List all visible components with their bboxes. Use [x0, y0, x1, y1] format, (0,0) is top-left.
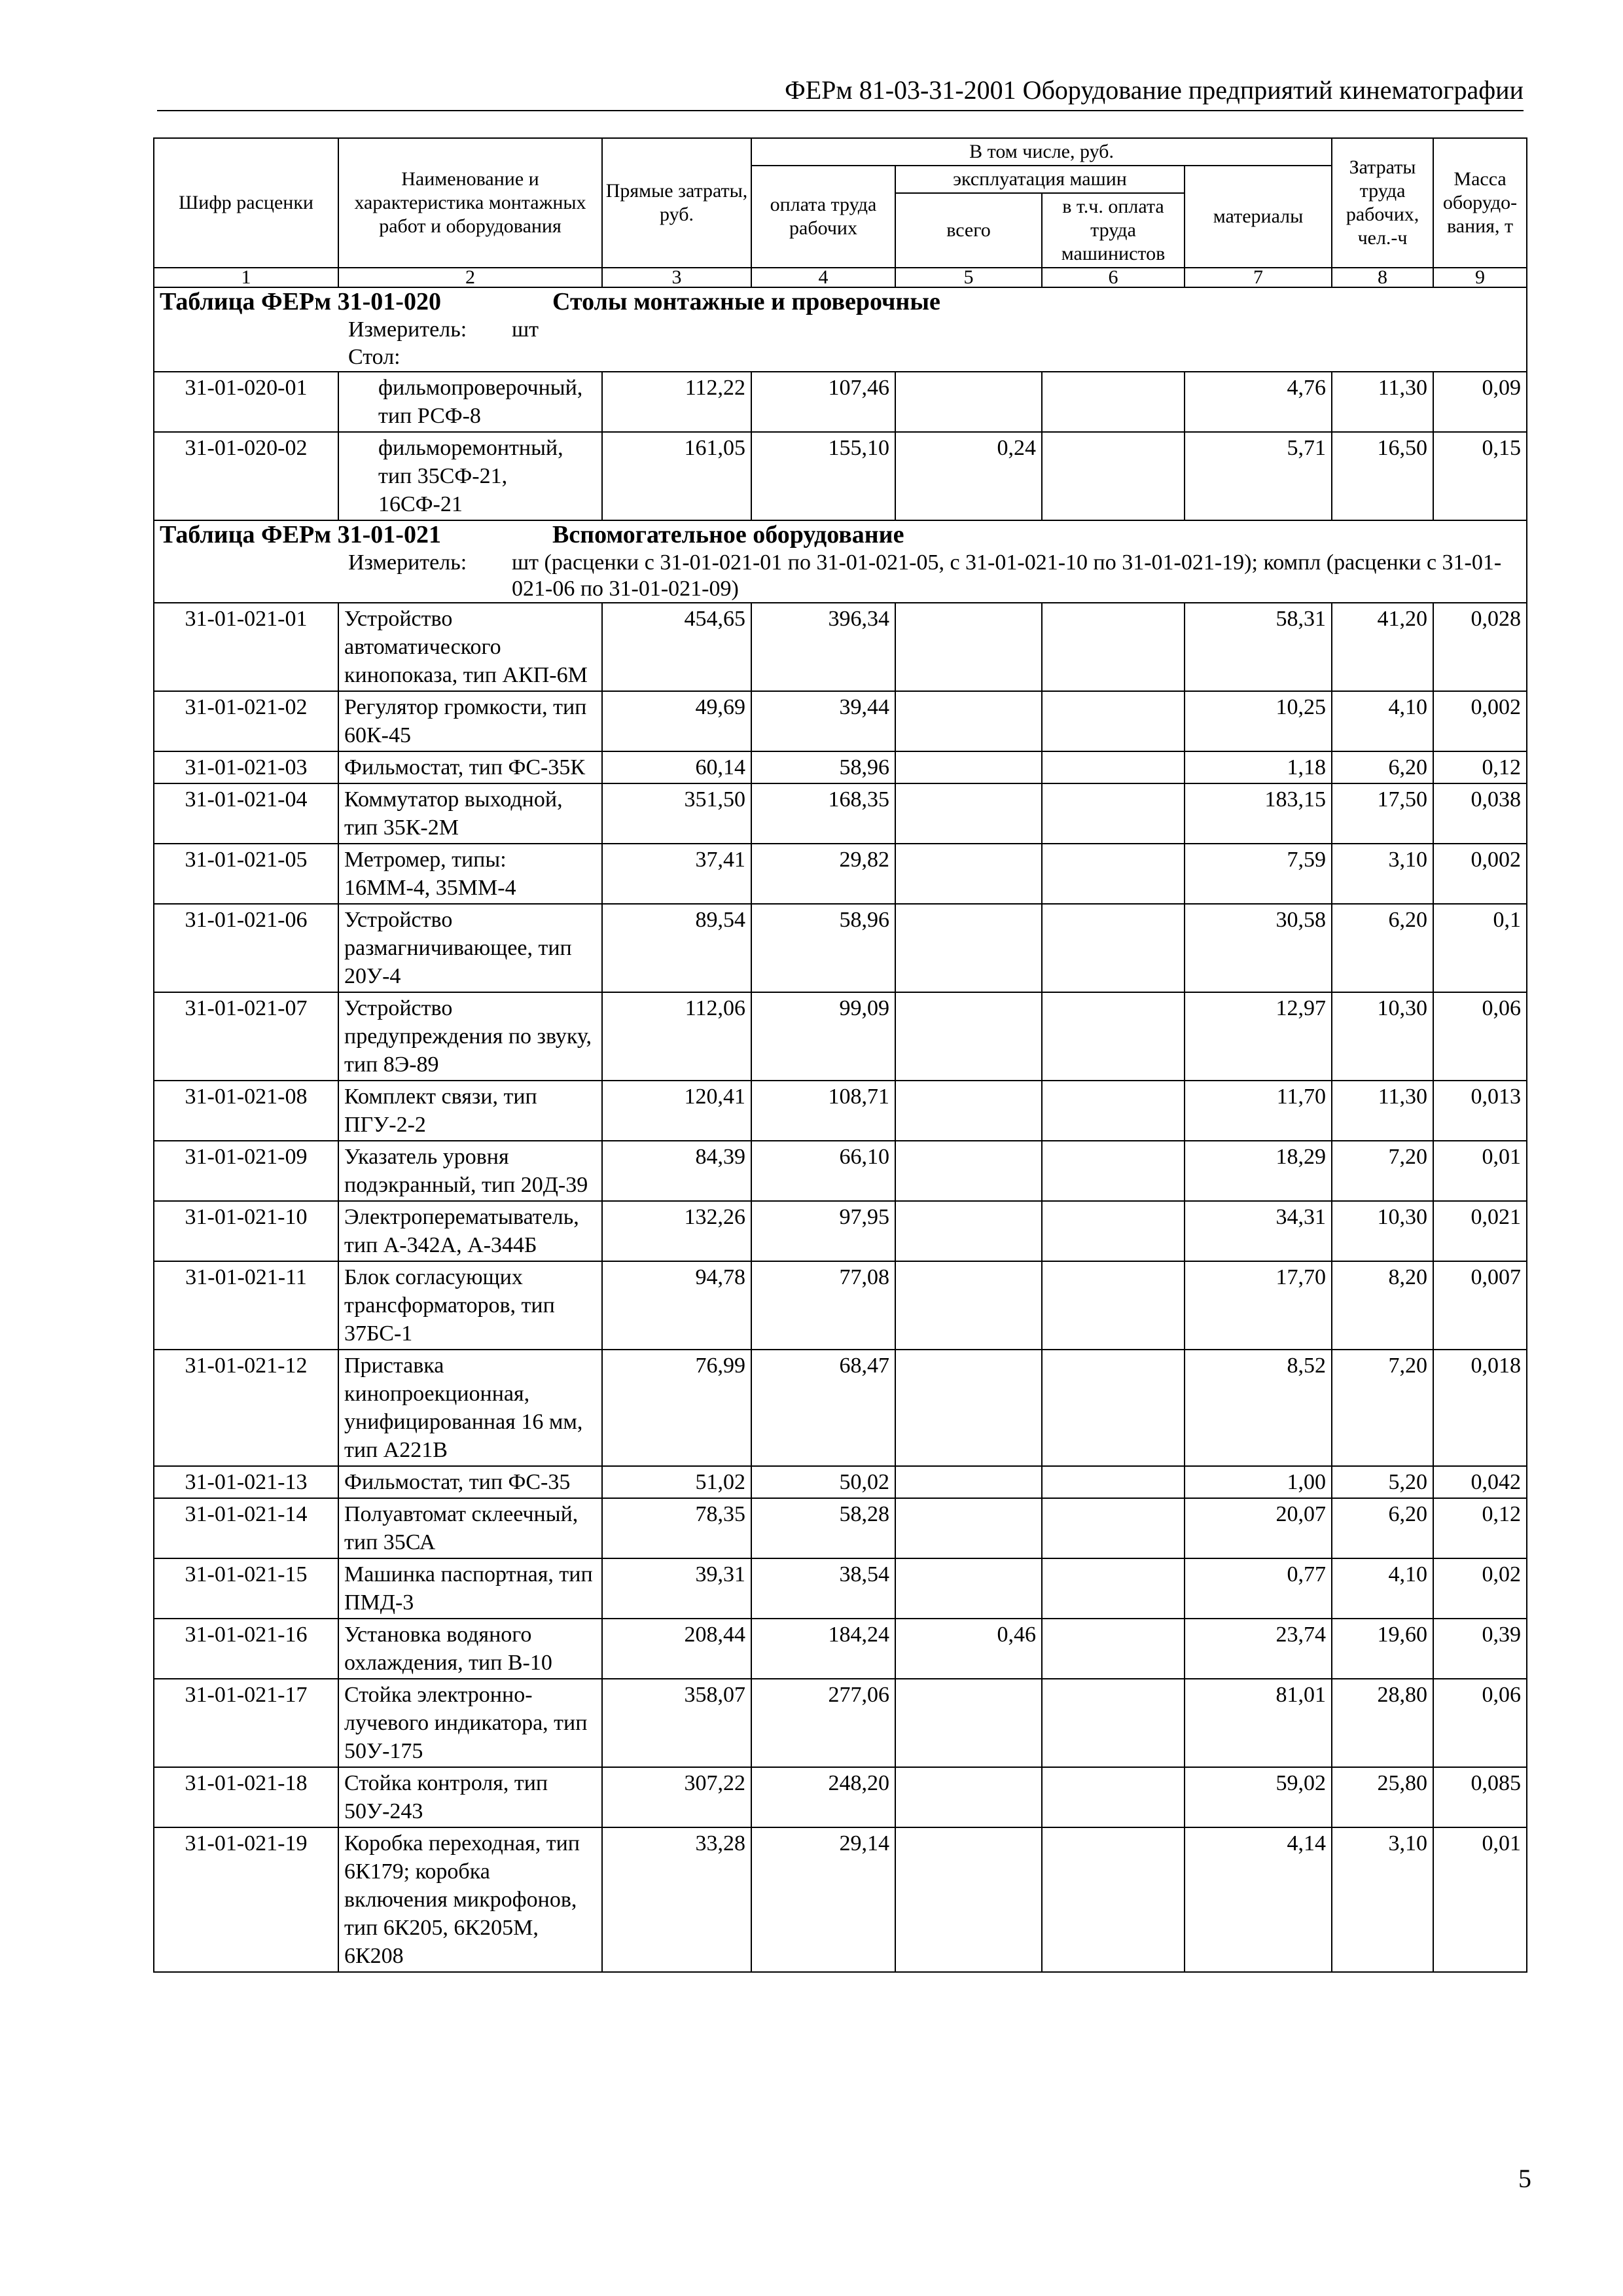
machinist-pay	[1042, 1350, 1185, 1466]
rate-name: фильмопроверочный, тип РСФ-8	[338, 372, 602, 432]
header-code: Шифр расценки	[154, 138, 338, 268]
rates-table	[153, 137, 1527, 1973]
table-row	[154, 1679, 1527, 1767]
machinist-pay	[1042, 691, 1185, 751]
materials: 5,71	[1185, 432, 1332, 520]
machines-total	[895, 992, 1042, 1081]
direct-costs: 132,26	[602, 1201, 751, 1261]
table-row	[154, 1141, 1527, 1201]
section-31-01-020	[154, 287, 1527, 520]
rate-code: 31-01-021-10	[154, 1201, 338, 1261]
machinist-pay	[1042, 1827, 1185, 1972]
direct-costs: 60,14	[602, 751, 751, 783]
labor-hours: 6,20	[1332, 751, 1433, 783]
rate-name: Коммутатор выходной, тип 35К-2М	[338, 783, 602, 844]
header-machines-total: всего	[895, 193, 1042, 268]
labor-hours: 19,60	[1332, 1619, 1433, 1679]
machines-total	[895, 1767, 1042, 1827]
direct-costs: 78,35	[602, 1498, 751, 1558]
labor-pay: 396,34	[751, 603, 895, 691]
table-row	[154, 1350, 1527, 1466]
rate-name: Блок согласующих трансформаторов, тип 37БС-1	[338, 1261, 602, 1350]
table-row	[154, 1201, 1527, 1261]
machinist-pay	[1042, 751, 1185, 783]
column-number-row	[154, 268, 1527, 287]
rate-code: 31-01-021-12	[154, 1350, 338, 1466]
machinist-pay	[1042, 992, 1185, 1081]
machinist-pay	[1042, 904, 1185, 992]
labor-hours: 3,10	[1332, 844, 1433, 904]
materials: 17,70	[1185, 1261, 1332, 1350]
equipment-mass: 0,085	[1433, 1767, 1527, 1827]
section-31-01-021	[154, 520, 1527, 1972]
labor-pay: 155,10	[751, 432, 895, 520]
rate-name: Метромер, типы: 16ММ-4, 35ММ-4	[338, 844, 602, 904]
table-row	[154, 372, 1527, 432]
machines-total	[895, 904, 1042, 992]
equipment-mass: 0,042	[1433, 1466, 1527, 1498]
equipment-mass: 0,007	[1433, 1261, 1527, 1350]
rate-name: Стойка контроля, тип 50У-243	[338, 1767, 602, 1827]
machinist-pay	[1042, 1201, 1185, 1261]
rate-name: Электроперематыватель, тип А-342А, А-344Б	[338, 1201, 602, 1261]
rate-code: 31-01-020-02	[154, 432, 338, 520]
labor-pay: 68,47	[751, 1350, 895, 1466]
equipment-mass: 0,002	[1433, 844, 1527, 904]
equipment-mass: 0,02	[1433, 1558, 1527, 1619]
equipment-mass: 0,39	[1433, 1619, 1527, 1679]
labor-hours: 4,10	[1332, 1558, 1433, 1619]
labor-hours: 11,30	[1332, 1081, 1433, 1141]
equipment-mass: 0,06	[1433, 1679, 1527, 1767]
equipment-mass: 0,002	[1433, 691, 1527, 751]
column-number: 6	[1042, 268, 1185, 287]
direct-costs: 208,44	[602, 1619, 751, 1679]
rate-code: 31-01-021-13	[154, 1466, 338, 1498]
labor-pay: 277,06	[751, 1679, 895, 1767]
rate-name: Полуавтомат склеечный, тип 35СА	[338, 1498, 602, 1558]
labor-hours: 10,30	[1332, 992, 1433, 1081]
table-row	[154, 432, 1527, 520]
labor-hours: 3,10	[1332, 1827, 1433, 1972]
column-number: 3	[602, 268, 751, 287]
rate-code: 31-01-020-01	[154, 372, 338, 432]
labor-hours: 41,20	[1332, 603, 1433, 691]
machinist-pay	[1042, 1466, 1185, 1498]
rate-name: Машинка паспортная, тип ПМД-3	[338, 1558, 602, 1619]
table-row	[154, 1827, 1527, 1972]
labor-pay: 58,28	[751, 1498, 895, 1558]
rate-code: 31-01-021-15	[154, 1558, 338, 1619]
equipment-mass: 0,013	[1433, 1081, 1527, 1141]
direct-costs: 351,50	[602, 783, 751, 844]
table-row	[154, 783, 1527, 844]
column-number: 4	[751, 268, 895, 287]
rate-name: Фильмостат, тип ФС-35К	[338, 751, 602, 783]
materials: 34,31	[1185, 1201, 1332, 1261]
materials: 1,00	[1185, 1466, 1332, 1498]
materials: 4,14	[1185, 1827, 1332, 1972]
rate-code: 31-01-021-06	[154, 904, 338, 992]
materials: 59,02	[1185, 1767, 1332, 1827]
labor-hours: 17,50	[1332, 783, 1433, 844]
machines-total	[895, 603, 1042, 691]
measure-line	[154, 550, 1527, 603]
rate-code: 31-01-021-09	[154, 1141, 338, 1201]
rate-code: 31-01-021-02	[154, 691, 338, 751]
machinist-pay	[1042, 1619, 1185, 1679]
materials: 58,31	[1185, 603, 1332, 691]
direct-costs: 89,54	[602, 904, 751, 992]
header-labor-pay: оплата труда рабочих	[751, 166, 895, 268]
direct-costs: 76,99	[602, 1350, 751, 1466]
equipment-mass: 0,01	[1433, 1827, 1527, 1972]
equipment-mass: 0,028	[1433, 603, 1527, 691]
machinist-pay	[1042, 1558, 1185, 1619]
labor-pay: 58,96	[751, 751, 895, 783]
rate-code: 31-01-021-11	[154, 1261, 338, 1350]
measure-line	[154, 317, 1527, 343]
labor-hours: 4,10	[1332, 691, 1433, 751]
table-row	[154, 691, 1527, 751]
direct-costs: 454,65	[602, 603, 751, 691]
section-heading	[154, 287, 1527, 317]
materials: 81,01	[1185, 1679, 1332, 1767]
machines-total	[895, 783, 1042, 844]
machines-total	[895, 1350, 1042, 1466]
rate-code: 31-01-021-03	[154, 751, 338, 783]
rate-code: 31-01-021-16	[154, 1619, 338, 1679]
labor-hours: 16,50	[1332, 432, 1433, 520]
labor-hours: 10,30	[1332, 1201, 1433, 1261]
column-number: 5	[895, 268, 1042, 287]
section-label: Таблица ФЕРм 31-01-020	[160, 288, 441, 315]
column-number: 9	[1433, 268, 1527, 287]
labor-hours: 6,20	[1332, 904, 1433, 992]
labor-pay: 168,35	[751, 783, 895, 844]
equipment-mass: 0,09	[1433, 372, 1527, 432]
header-in-total: В том числе, руб.	[751, 138, 1332, 166]
labor-hours: 5,20	[1332, 1466, 1433, 1498]
machines-total	[895, 1558, 1042, 1619]
materials: 30,58	[1185, 904, 1332, 992]
labor-pay: 184,24	[751, 1619, 895, 1679]
machines-total	[895, 1466, 1042, 1498]
equipment-mass: 0,01	[1433, 1141, 1527, 1201]
table-row	[154, 1261, 1527, 1350]
labor-pay: 39,44	[751, 691, 895, 751]
machines-total	[895, 1081, 1042, 1141]
materials: 20,07	[1185, 1498, 1332, 1558]
header-labor-hours: Затраты труда рабочих, чел.-ч	[1332, 138, 1433, 268]
table-row	[154, 1466, 1527, 1498]
table-row	[154, 1767, 1527, 1827]
rate-name: Регулятор громкости, тип 60К-45	[338, 691, 602, 751]
labor-pay: 107,46	[751, 372, 895, 432]
group-label-line	[154, 343, 1527, 372]
machinist-pay	[1042, 1261, 1185, 1350]
rate-code: 31-01-021-14	[154, 1498, 338, 1558]
column-number: 8	[1332, 268, 1433, 287]
materials: 8,52	[1185, 1350, 1332, 1466]
column-number: 2	[338, 268, 602, 287]
direct-costs: 161,05	[602, 432, 751, 520]
machinist-pay	[1042, 372, 1185, 432]
rate-name: Фильмостат, тип ФС-35	[338, 1466, 602, 1498]
rate-code: 31-01-021-18	[154, 1767, 338, 1827]
rate-name: фильморемонтный, тип 35СФ-21, 16СФ-21	[338, 432, 602, 520]
rate-code: 31-01-021-05	[154, 844, 338, 904]
labor-pay: 58,96	[751, 904, 895, 992]
machines-total	[895, 844, 1042, 904]
machinist-pay	[1042, 1141, 1185, 1201]
labor-hours: 11,30	[1332, 372, 1433, 432]
materials: 183,15	[1185, 783, 1332, 844]
rate-name: Устройство размагничивающее, тип 20У-4	[338, 904, 602, 992]
rate-code: 31-01-021-08	[154, 1081, 338, 1141]
rate-name: Устройство автоматического кинопоказа, тип АКП-6М	[338, 603, 602, 691]
table-row	[154, 751, 1527, 783]
equipment-mass: 0,12	[1433, 751, 1527, 783]
direct-costs: 112,22	[602, 372, 751, 432]
direct-costs: 84,39	[602, 1141, 751, 1201]
header-machinist-pay: в т.ч. оплата труда машинистов	[1042, 193, 1185, 268]
header-machines: эксплуатация машин	[895, 166, 1185, 193]
machinist-pay	[1042, 603, 1185, 691]
direct-costs: 33,28	[602, 1827, 751, 1972]
machines-total: 0,46	[895, 1619, 1042, 1679]
header-materials: материалы	[1185, 166, 1332, 268]
table-row	[154, 1558, 1527, 1619]
header-name: Наименование и характеристика монтажных работ и оборудования	[338, 138, 602, 268]
machines-total	[895, 1261, 1042, 1350]
rate-code: 31-01-021-17	[154, 1679, 338, 1767]
labor-pay: 38,54	[751, 1558, 895, 1619]
section-heading	[154, 520, 1527, 550]
measure-label: Измеритель:	[348, 317, 467, 342]
machines-total	[895, 751, 1042, 783]
materials: 23,74	[1185, 1619, 1332, 1679]
rate-code: 31-01-021-04	[154, 783, 338, 844]
labor-pay: 99,09	[751, 992, 895, 1081]
labor-pay: 29,14	[751, 1827, 895, 1972]
rate-name: Устройство предупреждения по звуку, тип 8Э-89	[338, 992, 602, 1081]
group-label: Стол:	[348, 345, 401, 369]
materials: 7,59	[1185, 844, 1332, 904]
direct-costs: 307,22	[602, 1767, 751, 1827]
machines-total	[895, 372, 1042, 432]
labor-hours: 25,80	[1332, 1767, 1433, 1827]
materials: 11,70	[1185, 1081, 1332, 1141]
table-row	[154, 844, 1527, 904]
table-row	[154, 1619, 1527, 1679]
direct-costs: 94,78	[602, 1261, 751, 1350]
materials: 18,29	[1185, 1141, 1332, 1201]
machinist-pay	[1042, 844, 1185, 904]
direct-costs: 49,69	[602, 691, 751, 751]
rate-name: Установка водяного охлаждения, тип В-10	[338, 1619, 602, 1679]
header-mass: Масса оборудо-вания, т	[1433, 138, 1527, 268]
column-number: 7	[1185, 268, 1332, 287]
materials: 10,25	[1185, 691, 1332, 751]
direct-costs: 37,41	[602, 844, 751, 904]
rate-code: 31-01-021-01	[154, 603, 338, 691]
rate-code: 31-01-021-07	[154, 992, 338, 1081]
equipment-mass: 0,12	[1433, 1498, 1527, 1558]
section-title: Вспомогательное оборудование	[552, 521, 904, 548]
equipment-mass: 0,021	[1433, 1201, 1527, 1261]
machinist-pay	[1042, 1767, 1185, 1827]
measure-value: шт	[512, 317, 539, 342]
machines-total: 0,24	[895, 432, 1042, 520]
direct-costs: 112,06	[602, 992, 751, 1081]
labor-pay: 97,95	[751, 1201, 895, 1261]
measure-value: шт (расценки с 31-01-021-01 по 31-01-021-05, с 31-01-021-10 по 31-01-021-19); компл (расценки с 31-01-021-06 по 31-01-021-09)	[512, 550, 1502, 601]
rate-name: Указатель уровня подэкранный, тип 20Д-39	[338, 1141, 602, 1201]
machines-total	[895, 1141, 1042, 1201]
labor-pay: 29,82	[751, 844, 895, 904]
machinist-pay	[1042, 1498, 1185, 1558]
machinist-pay	[1042, 1679, 1185, 1767]
labor-pay: 108,71	[751, 1081, 895, 1141]
header-direct-costs: Прямые затраты, руб.	[602, 138, 751, 268]
equipment-mass: 0,15	[1433, 432, 1527, 520]
table-row	[154, 992, 1527, 1081]
column-number: 1	[154, 268, 338, 287]
machinist-pay	[1042, 1081, 1185, 1141]
materials: 0,77	[1185, 1558, 1332, 1619]
labor-hours: 8,20	[1332, 1261, 1433, 1350]
table-row	[154, 1498, 1527, 1558]
rate-name: Приставка кинопроекционная, унифицированная 16 мм, тип А221В	[338, 1350, 602, 1466]
section-label: Таблица ФЕРм 31-01-021	[160, 521, 441, 548]
labor-pay: 248,20	[751, 1767, 895, 1827]
table-row	[154, 1081, 1527, 1141]
table-row	[154, 603, 1527, 691]
rate-name: Коробка переходная, тип 6К179; коробка включения микрофонов, тип 6К205, 6К205М, 6К208	[338, 1827, 602, 1972]
rate-code: 31-01-021-19	[154, 1827, 338, 1972]
rate-name: Комплект связи, тип ПГУ-2-2	[338, 1081, 602, 1141]
materials: 4,76	[1185, 372, 1332, 432]
machines-total	[895, 1498, 1042, 1558]
machines-total	[895, 1201, 1042, 1261]
table-header	[154, 138, 1527, 287]
equipment-mass: 0,038	[1433, 783, 1527, 844]
labor-hours: 7,20	[1332, 1350, 1433, 1466]
page-number: 5	[1518, 2164, 1531, 2193]
direct-costs: 39,31	[602, 1558, 751, 1619]
measure-label: Измеритель:	[348, 550, 467, 575]
direct-costs: 358,07	[602, 1679, 751, 1767]
machines-total	[895, 1827, 1042, 1972]
labor-pay: 50,02	[751, 1466, 895, 1498]
materials: 12,97	[1185, 992, 1332, 1081]
rate-name: Стойка электронно-лучевого индикатора, тип 50У-175	[338, 1679, 602, 1767]
running-header: ФЕРм 81-03-31-2001 Оборудование предприятий кинематографии	[157, 73, 1524, 111]
equipment-mass: 0,06	[1433, 992, 1527, 1081]
labor-pay: 66,10	[751, 1141, 895, 1201]
labor-hours: 28,80	[1332, 1679, 1433, 1767]
labor-hours: 7,20	[1332, 1141, 1433, 1201]
equipment-mass: 0,1	[1433, 904, 1527, 992]
materials: 1,18	[1185, 751, 1332, 783]
equipment-mass: 0,018	[1433, 1350, 1527, 1466]
labor-pay: 77,08	[751, 1261, 895, 1350]
direct-costs: 51,02	[602, 1466, 751, 1498]
machines-total	[895, 1679, 1042, 1767]
machinist-pay	[1042, 783, 1185, 844]
table-row	[154, 904, 1527, 992]
labor-hours: 6,20	[1332, 1498, 1433, 1558]
machines-total	[895, 691, 1042, 751]
direct-costs: 120,41	[602, 1081, 751, 1141]
machinist-pay	[1042, 432, 1185, 520]
section-title: Столы монтажные и проверочные	[552, 288, 940, 315]
